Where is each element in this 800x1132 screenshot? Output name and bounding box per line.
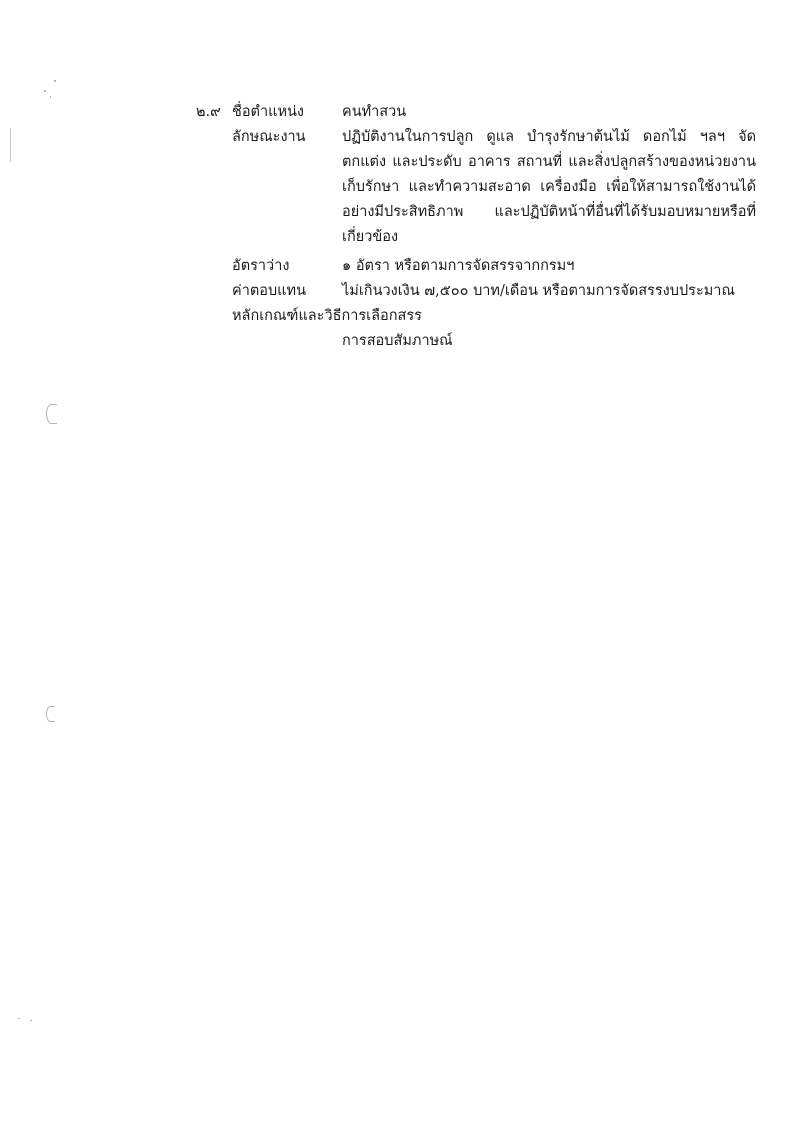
- criteria-value: การสอบสัมภาษณ์: [342, 333, 453, 349]
- scan-speck: [18, 1018, 20, 1019]
- vacancy-label: อัตราว่าง: [232, 258, 290, 274]
- criteria-value-row: [196, 329, 756, 354]
- position-title-label: ชื่อตำแหน่ง: [232, 104, 305, 120]
- criteria-row: [196, 304, 756, 329]
- duties-line: ตกแต่ง และประดับ อาคาร สถานที่ และสิ่งปลูกสร้างของหน่วยงาน: [342, 154, 756, 170]
- duties-value: [336, 125, 756, 250]
- scan-speck: [30, 1020, 32, 1021]
- duties-line: อย่างมีประสิทธิภาพ และปฏิบัติหน้าที่อื่นที่ได้รับมอบหมายหรือที่: [342, 204, 756, 220]
- duties-label: ลักษณะงาน: [232, 129, 306, 145]
- salary-label: ค่าตอบแทน: [232, 283, 306, 299]
- position-title-value: คนทำสวน: [342, 104, 407, 120]
- scan-speck: [44, 90, 46, 92]
- duties-line: เก็บรักษา และทำความสะอาด เครื่องมือ เพื่อให้สามารถใช้งานได้: [342, 179, 756, 195]
- vacancy-row: [196, 254, 756, 279]
- scan-speck: [54, 80, 56, 82]
- duties-line: ปฏิบัติงานในการปลูก ดูแล บำรุงรักษาต้นไม้ ดอกไม้ ฯลฯ จัด: [342, 129, 756, 145]
- scan-hole-mark: [46, 706, 55, 722]
- scan-speck: [50, 96, 51, 98]
- vacancy-value: ๑ อัตรา หรือตามการจัดสรรจากกรมฯ: [342, 258, 575, 274]
- scan-hole-mark: [46, 404, 57, 424]
- position-section: [196, 100, 756, 354]
- duties-row: [196, 125, 756, 250]
- position-title-row: [196, 100, 756, 125]
- duties-line: เกี่ยวข้อง: [342, 229, 399, 245]
- salary-row: [196, 279, 756, 304]
- position-number: ๒.๙: [196, 104, 221, 120]
- salary-value: ไม่เกินวงเงิน ๗,๕๐๐ บาท/เดือน หรือตามการจัดสรรงบประมาณ: [342, 283, 735, 299]
- scan-edge-line: [10, 128, 11, 162]
- criteria-label: หลักเกณฑ์และวิธีการเลือกสรร: [232, 308, 422, 324]
